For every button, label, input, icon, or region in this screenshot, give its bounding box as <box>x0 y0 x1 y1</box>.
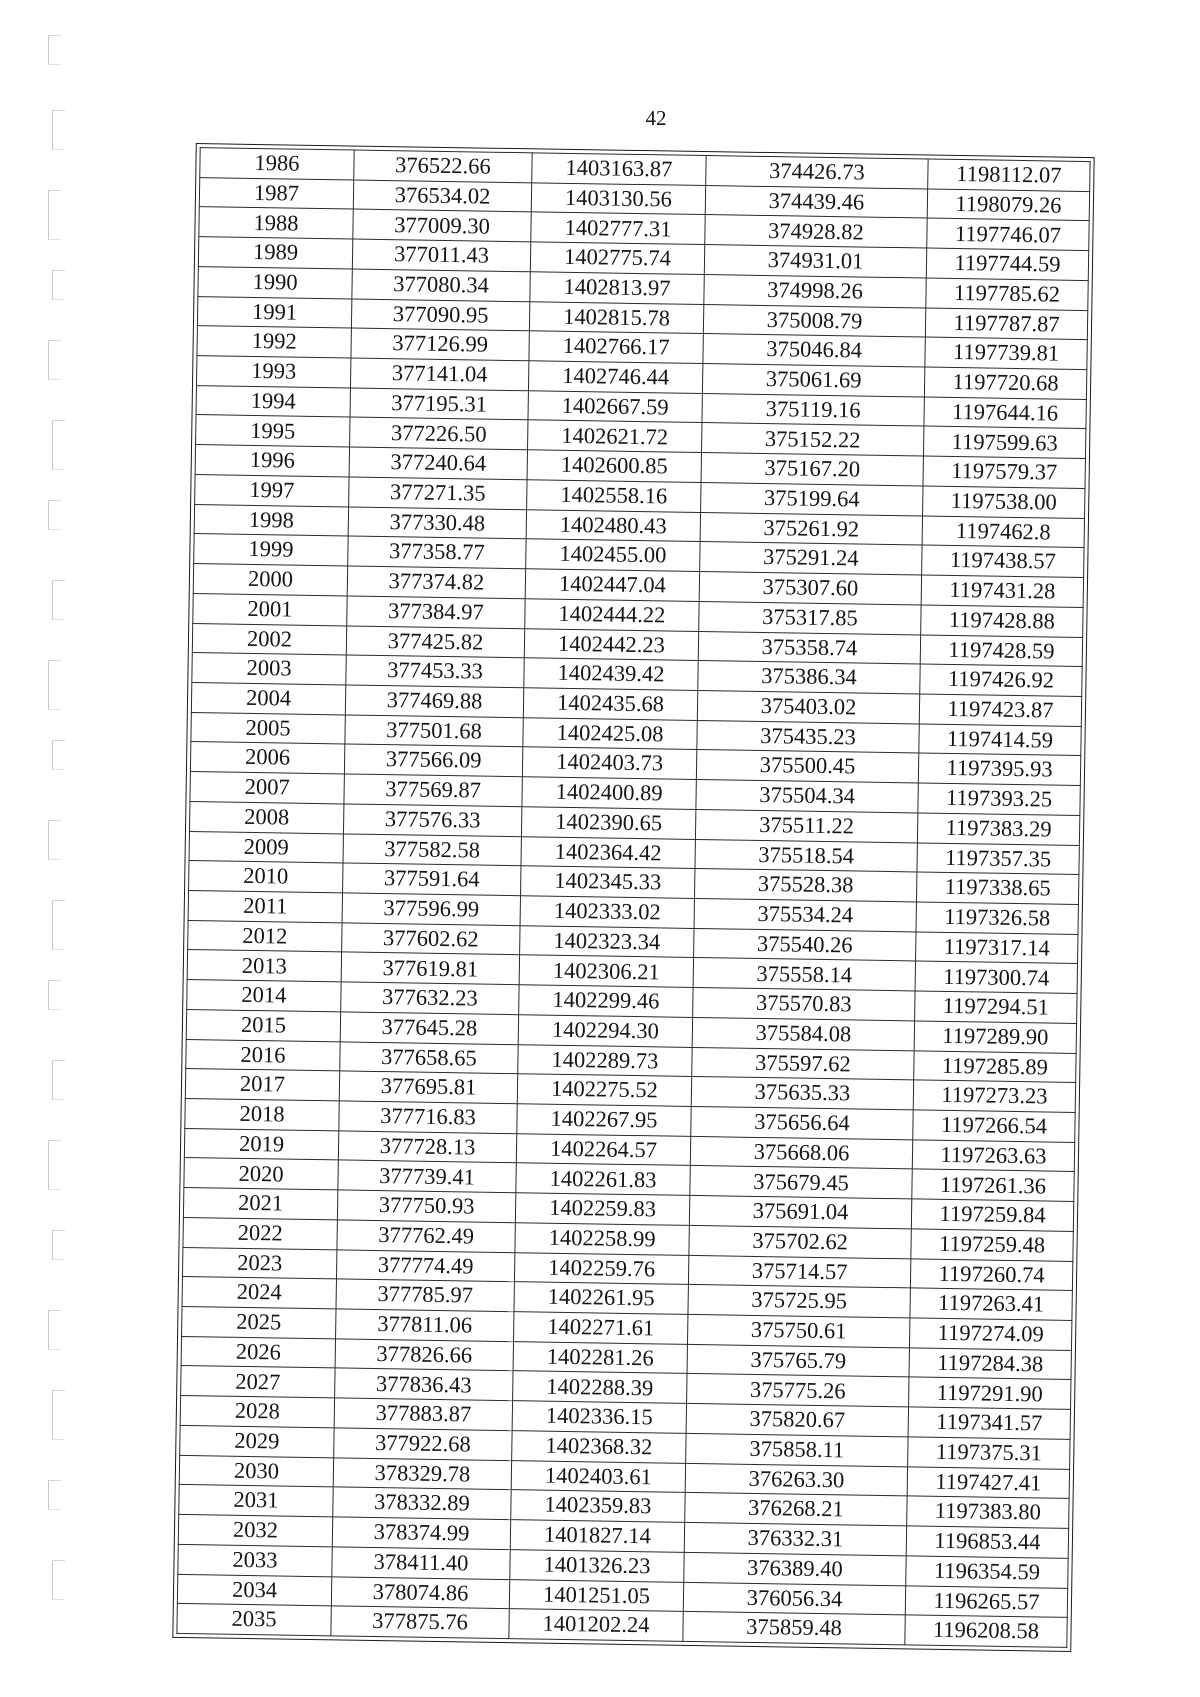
column-5-value: 1197259.84 <box>911 1199 1073 1231</box>
year-cell: 2023 <box>182 1247 336 1279</box>
column-3-value: 1401827.14 <box>510 1520 684 1552</box>
column-5-value: 1197326.58 <box>916 902 1078 934</box>
column-4-value: 374931.01 <box>704 245 926 278</box>
year-cell: 1989 <box>198 237 352 269</box>
column-5-value: 1197285.89 <box>914 1050 1076 1082</box>
column-4-value: 375765.79 <box>687 1344 909 1377</box>
column-5-value: 1197284.38 <box>909 1348 1071 1380</box>
binding-hole-mark <box>48 500 61 530</box>
column-5-value: 1197300.74 <box>915 961 1077 993</box>
column-3-value: 1402345.33 <box>521 866 695 898</box>
column-3-value: 1402435.68 <box>523 688 697 720</box>
column-2-value: 377576.33 <box>343 804 521 837</box>
column-3-value: 1402621.72 <box>528 420 702 452</box>
column-2-value: 377080.34 <box>352 269 530 302</box>
column-2-value: 377569.87 <box>344 774 522 807</box>
column-4-value: 375046.84 <box>703 334 925 367</box>
column-4-value: 375152.22 <box>701 423 923 456</box>
column-3-value: 1402281.26 <box>513 1341 687 1373</box>
column-2-value: 377762.49 <box>337 1220 515 1253</box>
column-5-value: 1197428.88 <box>921 605 1083 637</box>
column-4-value: 375403.02 <box>697 690 919 723</box>
year-cell: 2010 <box>189 861 343 893</box>
column-4-value: 376056.34 <box>683 1582 905 1615</box>
year-cell: 2011 <box>188 890 342 922</box>
column-2-value: 377922.68 <box>334 1428 512 1461</box>
column-5-value: 1196208.58 <box>905 1615 1067 1647</box>
column-4-value: 375518.54 <box>695 839 917 872</box>
column-5-value: 1197426.92 <box>920 664 1082 696</box>
year-cell: 2013 <box>187 950 341 982</box>
year-cell: 2029 <box>180 1425 334 1457</box>
year-cell: 1987 <box>199 177 353 209</box>
column-3-value: 1402323.34 <box>520 925 694 957</box>
column-5-value: 1197357.35 <box>917 842 1079 874</box>
year-cell: 2034 <box>177 1574 331 1606</box>
column-3-value: 1402261.83 <box>516 1163 690 1195</box>
column-3-value: 1402777.31 <box>531 212 705 244</box>
column-2-value: 377384.97 <box>347 596 525 629</box>
year-cell: 2005 <box>191 712 345 744</box>
binding-hole-mark <box>48 1310 61 1350</box>
column-3-value: 1402306.21 <box>519 955 693 987</box>
column-2-value: 377739.41 <box>338 1160 516 1193</box>
column-5-value: 1197274.09 <box>909 1318 1071 1350</box>
column-3-value: 1402259.76 <box>514 1252 688 1284</box>
year-cell: 1997 <box>195 474 349 506</box>
binding-hole-mark <box>48 190 61 240</box>
column-2-value: 377632.23 <box>341 982 519 1015</box>
column-3-value: 1402600.85 <box>527 450 701 482</box>
year-cell: 1990 <box>198 266 352 298</box>
year-cell: 2031 <box>179 1485 333 1517</box>
column-5-value: 1197260.74 <box>910 1258 1072 1290</box>
year-cell: 2003 <box>192 653 346 685</box>
column-3-value: 1402403.73 <box>522 747 696 779</box>
column-5-value: 1197266.54 <box>913 1110 1075 1142</box>
year-cell: 2027 <box>181 1366 335 1398</box>
year-cell: 2007 <box>190 772 344 804</box>
column-4-value: 374426.73 <box>706 156 928 189</box>
column-3-value: 1402403.61 <box>511 1460 685 1492</box>
column-2-value: 377469.88 <box>345 685 523 718</box>
column-4-value: 375570.83 <box>693 988 915 1021</box>
column-5-value: 1197428.59 <box>920 634 1082 666</box>
column-4-value: 375668.06 <box>690 1136 912 1169</box>
column-3-value: 1402815.78 <box>529 301 703 333</box>
column-3-value: 1402439.42 <box>524 658 698 690</box>
year-cell: 2020 <box>184 1158 338 1190</box>
binding-hole-mark <box>52 580 65 620</box>
column-4-value: 375061.69 <box>702 364 924 397</box>
binding-hole-mark <box>48 1140 61 1190</box>
column-2-value: 378329.78 <box>333 1457 511 1490</box>
column-2-value: 377240.64 <box>349 447 527 480</box>
column-5-value: 1197393.25 <box>918 783 1080 815</box>
binding-hole-mark <box>48 1480 61 1510</box>
column-5-value: 1197579.37 <box>923 456 1085 488</box>
column-3-value: 1402299.46 <box>519 985 693 1017</box>
year-cell: 2026 <box>181 1336 335 1368</box>
column-2-value: 377358.77 <box>348 536 526 569</box>
column-5-value: 1197395.93 <box>918 753 1080 785</box>
column-5-value: 1197423.87 <box>919 694 1081 726</box>
column-3-value: 1402390.65 <box>521 807 695 839</box>
column-5-value: 1197383.80 <box>907 1496 1069 1528</box>
column-4-value: 375540.26 <box>694 928 916 961</box>
column-2-value: 377658.65 <box>340 1041 518 1074</box>
column-2-value: 377330.48 <box>348 507 526 540</box>
column-3-value: 1401251.05 <box>509 1579 683 1611</box>
year-cell: 2018 <box>185 1098 339 1130</box>
column-2-value: 377875.76 <box>331 1606 509 1639</box>
column-4-value: 375558.14 <box>693 958 915 991</box>
column-5-value: 1197273.23 <box>913 1080 1075 1112</box>
year-cell: 2004 <box>191 682 345 714</box>
column-4-value: 375859.48 <box>683 1612 905 1645</box>
column-2-value: 377126.99 <box>351 328 529 361</box>
column-2-value: 377596.99 <box>342 893 520 926</box>
binding-hole-mark <box>52 420 65 470</box>
column-5-value: 1197263.63 <box>912 1140 1074 1172</box>
year-cell: 2025 <box>182 1306 336 1338</box>
column-2-value: 377728.13 <box>338 1131 516 1164</box>
column-3-value: 1402261.95 <box>514 1282 688 1314</box>
column-3-value: 1402766.17 <box>529 331 703 363</box>
binding-hole-mark <box>52 900 65 950</box>
column-4-value: 376389.40 <box>684 1552 906 1585</box>
column-2-value: 377811.06 <box>336 1309 514 1342</box>
column-4-value: 374439.46 <box>705 185 927 218</box>
column-4-value: 375386.34 <box>698 661 920 694</box>
column-3-value: 1402294.30 <box>518 1015 692 1047</box>
column-4-value: 375820.67 <box>686 1404 908 1437</box>
column-5-value: 1197739.81 <box>925 337 1087 369</box>
column-3-value: 1403130.56 <box>531 183 705 215</box>
column-4-value: 375702.62 <box>689 1225 911 1258</box>
column-2-value: 377453.33 <box>346 655 524 688</box>
column-2-value: 377425.82 <box>346 625 524 658</box>
column-3-value: 1402455.00 <box>526 539 700 571</box>
column-5-value: 1197538.00 <box>923 486 1085 518</box>
column-3-value: 1402444.22 <box>525 599 699 631</box>
column-2-value: 377374.82 <box>347 566 525 599</box>
column-5-value: 1198079.26 <box>927 189 1089 221</box>
column-4-value: 375167.20 <box>701 453 923 486</box>
column-4-value: 375261.92 <box>700 512 922 545</box>
year-cell: 2012 <box>188 920 342 952</box>
binding-hole-mark <box>52 1060 65 1100</box>
column-4-value: 375291.24 <box>700 542 922 575</box>
column-4-value: 375597.62 <box>692 1047 914 1080</box>
column-2-value: 377750.93 <box>337 1190 515 1223</box>
column-5-value: 1197462.8 <box>922 516 1084 548</box>
year-cell: 2000 <box>193 564 347 596</box>
column-4-value: 375008.79 <box>703 304 925 337</box>
column-3-value: 1402258.99 <box>515 1223 689 1255</box>
column-5-value: 1197414.59 <box>919 724 1081 756</box>
column-5-value: 1198112.07 <box>928 159 1090 191</box>
year-cell: 2015 <box>186 1009 340 1041</box>
column-3-value: 1401326.23 <box>510 1549 684 1581</box>
column-3-value: 1403163.87 <box>532 153 706 185</box>
column-3-value: 1402425.08 <box>523 717 697 749</box>
column-2-value: 377226.50 <box>350 417 528 450</box>
year-cell: 1999 <box>194 534 348 566</box>
column-3-value: 1402289.73 <box>518 1044 692 1076</box>
binding-hole-mark <box>52 270 65 300</box>
column-5-value: 1197431.28 <box>921 575 1083 607</box>
column-2-value: 377836.43 <box>335 1368 513 1401</box>
column-2-value: 378332.89 <box>333 1487 511 1520</box>
column-2-value: 378411.40 <box>332 1547 510 1580</box>
column-5-value: 1197317.14 <box>916 932 1078 964</box>
year-cell: 2001 <box>193 593 347 625</box>
binding-hole-mark <box>52 110 65 150</box>
column-5-value: 1196265.57 <box>905 1585 1067 1617</box>
column-2-value: 377645.28 <box>340 1012 518 1045</box>
column-3-value: 1402558.16 <box>527 480 701 512</box>
column-4-value: 375358.74 <box>698 631 920 664</box>
page-number: 42 <box>645 106 667 130</box>
year-cell: 2017 <box>185 1069 339 1101</box>
column-2-value: 378074.86 <box>331 1576 509 1609</box>
column-5-value: 1197787.87 <box>925 308 1087 340</box>
column-2-value: 377566.09 <box>344 744 522 777</box>
year-cell: 2033 <box>178 1544 332 1576</box>
column-3-value: 1402775.74 <box>530 242 704 274</box>
column-2-value: 377011.43 <box>352 239 530 272</box>
column-5-value: 1197263.41 <box>910 1288 1072 1320</box>
column-5-value: 1196354.59 <box>906 1556 1068 1588</box>
year-cell: 2024 <box>182 1277 336 1309</box>
year-cell: 1993 <box>196 356 350 388</box>
column-3-value: 1402275.52 <box>517 1074 691 1106</box>
year-cell: 2019 <box>184 1128 338 1160</box>
column-3-value: 1402267.95 <box>517 1104 691 1136</box>
column-5-value: 1197720.68 <box>924 367 1086 399</box>
year-cell: 2008 <box>189 801 343 833</box>
binding-hole-mark <box>48 35 61 65</box>
column-2-value: 377501.68 <box>345 715 523 748</box>
data-table <box>176 147 1090 1648</box>
column-5-value: 1197289.90 <box>914 1021 1076 1053</box>
column-5-value: 1197427.41 <box>907 1467 1069 1499</box>
column-3-value: 1402667.59 <box>528 391 702 423</box>
column-2-value: 376522.66 <box>354 150 532 183</box>
column-2-value: 377602.62 <box>342 923 520 956</box>
column-3-value: 1402746.44 <box>528 361 702 393</box>
column-5-value: 1197261.36 <box>912 1169 1074 1201</box>
year-cell: 1998 <box>194 504 348 536</box>
year-cell: 1991 <box>197 296 351 328</box>
column-2-value: 377090.95 <box>351 299 529 332</box>
column-4-value: 375750.61 <box>687 1314 909 1347</box>
column-2-value: 377582.58 <box>343 833 521 866</box>
year-cell: 2016 <box>186 1039 340 1071</box>
column-5-value: 1197438.57 <box>922 545 1084 577</box>
column-3-value: 1402288.39 <box>513 1371 687 1403</box>
column-2-value: 377619.81 <box>341 952 519 985</box>
column-3-value: 1402364.42 <box>521 836 695 868</box>
year-cell: 1988 <box>199 207 353 239</box>
binding-hole-mark <box>48 820 61 860</box>
year-cell: 1992 <box>197 326 351 358</box>
binding-hole-mark <box>52 1230 65 1260</box>
binding-hole-mark <box>52 1560 65 1600</box>
year-cell: 2022 <box>183 1217 337 1249</box>
column-5-value: 1197294.51 <box>915 991 1077 1023</box>
column-5-value: 1196853.44 <box>906 1526 1068 1558</box>
column-3-value: 1402442.23 <box>524 628 698 660</box>
column-2-value: 377785.97 <box>336 1279 514 1312</box>
column-2-value: 377774.49 <box>336 1249 514 1282</box>
column-2-value: 377195.31 <box>350 388 528 421</box>
column-2-value: 377271.35 <box>349 477 527 510</box>
year-cell: 2032 <box>178 1514 332 1546</box>
column-4-value: 375656.64 <box>691 1106 913 1139</box>
year-cell: 2035 <box>177 1604 331 1636</box>
year-cell: 1996 <box>195 445 349 477</box>
column-4-value: 375307.60 <box>699 572 921 605</box>
column-3-value: 1402400.89 <box>522 777 696 809</box>
data-table-frame <box>172 143 1094 1652</box>
column-3-value: 1402813.97 <box>530 272 704 304</box>
column-5-value: 1197644.16 <box>924 397 1086 429</box>
column-4-value: 375714.57 <box>688 1255 910 1288</box>
binding-hole-mark <box>48 340 61 380</box>
column-5-value: 1197744.59 <box>926 248 1088 280</box>
column-4-value: 375119.16 <box>702 393 924 426</box>
column-3-value: 1402271.61 <box>514 1312 688 1344</box>
column-2-value: 377009.30 <box>353 209 531 242</box>
year-cell: 2014 <box>187 980 341 1012</box>
column-3-value: 1402359.83 <box>511 1490 685 1522</box>
column-4-value: 375511.22 <box>695 809 917 842</box>
binding-hole-mark <box>52 740 65 770</box>
year-cell: 1986 <box>200 148 354 180</box>
column-5-value: 1197341.57 <box>908 1407 1070 1439</box>
column-4-value: 376268.21 <box>685 1493 907 1526</box>
column-4-value: 375679.45 <box>690 1166 912 1199</box>
column-5-value: 1197291.90 <box>909 1377 1071 1409</box>
year-cell: 2021 <box>183 1188 337 1220</box>
column-3-value: 1402447.04 <box>525 569 699 601</box>
year-cell: 2009 <box>189 831 343 863</box>
column-4-value: 375504.34 <box>696 780 918 813</box>
column-2-value: 377716.83 <box>339 1101 517 1134</box>
column-4-value: 375528.38 <box>694 869 916 902</box>
column-4-value: 375775.26 <box>687 1374 909 1407</box>
column-4-value: 375584.08 <box>692 1017 914 1050</box>
column-4-value: 375725.95 <box>688 1285 910 1318</box>
column-4-value: 374998.26 <box>704 274 926 307</box>
column-3-value: 1402480.43 <box>526 509 700 541</box>
year-cell: 2002 <box>192 623 346 655</box>
column-5-value: 1197785.62 <box>926 278 1088 310</box>
binding-hole-mark <box>48 980 61 1010</box>
column-5-value: 1197259.48 <box>911 1229 1073 1261</box>
column-4-value: 375635.33 <box>691 1077 913 1110</box>
column-5-value: 1197338.65 <box>916 872 1078 904</box>
year-cell: 1994 <box>196 385 350 417</box>
column-2-value: 377883.87 <box>334 1398 512 1431</box>
column-5-value: 1197599.63 <box>923 426 1085 458</box>
column-5-value: 1197383.29 <box>917 813 1079 845</box>
column-3-value: 1402336.15 <box>512 1401 686 1433</box>
binding-hole-mark <box>52 1390 65 1440</box>
column-2-value: 378374.99 <box>332 1517 510 1550</box>
column-4-value: 376332.31 <box>684 1522 906 1555</box>
column-4-value: 375691.04 <box>689 1196 911 1229</box>
data-table-body <box>177 148 1090 1648</box>
column-2-value: 377141.04 <box>350 358 528 391</box>
column-5-value: 1197746.07 <box>927 218 1089 250</box>
column-2-value: 377695.81 <box>339 1071 517 1104</box>
column-4-value: 375858.11 <box>686 1433 908 1466</box>
column-4-value: 375500.45 <box>696 750 918 783</box>
column-4-value: 375199.64 <box>701 482 923 515</box>
column-3-value: 1402333.02 <box>520 896 694 928</box>
column-4-value: 375317.85 <box>699 601 921 634</box>
column-4-value: 375435.23 <box>697 720 919 753</box>
column-3-value: 1401202.24 <box>509 1609 683 1641</box>
column-3-value: 1402368.32 <box>512 1431 686 1463</box>
column-2-value: 377591.64 <box>343 863 521 896</box>
column-3-value: 1402264.57 <box>516 1133 690 1165</box>
binding-hole-mark <box>48 660 61 710</box>
column-2-value: 376534.02 <box>353 180 531 213</box>
year-cell: 2028 <box>180 1396 334 1428</box>
year-cell: 2006 <box>190 742 344 774</box>
column-3-value: 1402259.83 <box>515 1193 689 1225</box>
year-cell: 1995 <box>196 415 350 447</box>
column-4-value: 374928.82 <box>705 215 927 248</box>
column-4-value: 375534.24 <box>694 898 916 931</box>
year-cell: 2030 <box>179 1455 333 1487</box>
column-5-value: 1197375.31 <box>908 1437 1070 1469</box>
column-2-value: 377826.66 <box>335 1339 513 1372</box>
column-4-value: 376263.30 <box>685 1463 907 1496</box>
